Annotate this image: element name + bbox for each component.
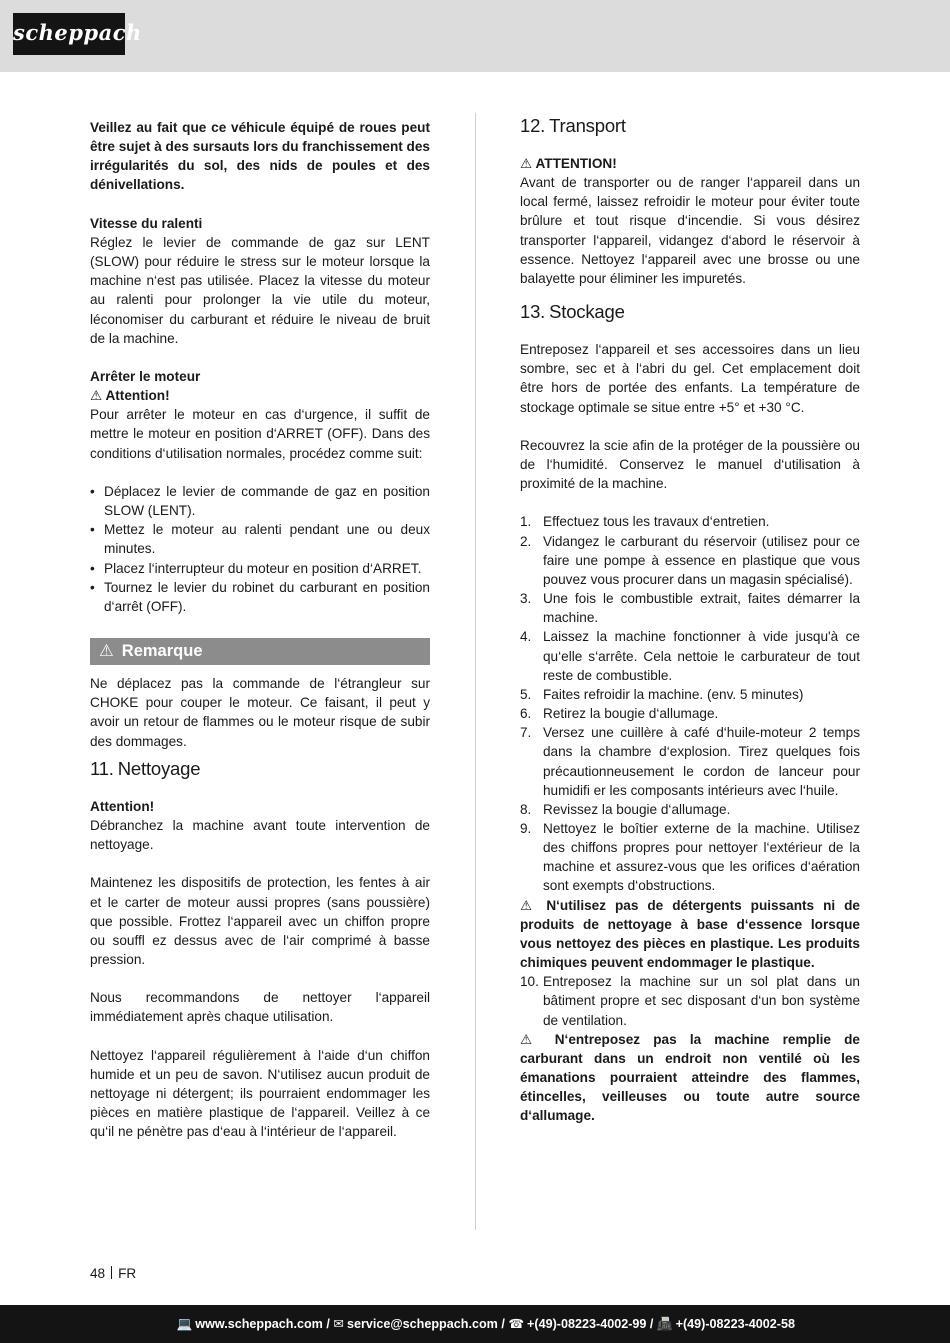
warning-icon: ⚠ (99, 642, 114, 661)
list-item: 1. Effectuez tous les travaux d‘entretien. (520, 514, 770, 530)
cleaning-paragraph-1: Débranchez la machine avant toute intervention de nettoyage. (90, 817, 430, 853)
cleaning-paragraph-2: Maintenez les dispositifs de protection, les fentes à air et le carter de moteur aussi propres (sans poussière) que possible. Frottez l‘appareil avec un chiffon propre ou souffl ez dessus avec de l‘air comprimé à basse pression. (90, 875, 430, 968)
remark-banner (90, 638, 430, 665)
mail-icon: ✉ (333, 1317, 344, 1331)
list-item: 7. Versez une cuillère à café d‘huile-moteur 2 temps dans la chambre d‘explosion. Tirez quelques fois précautionneusement le cordon de lanceur pour humidifi er les composants intérieurs avec l‘huile. (520, 725, 860, 798)
storage-steps (520, 512, 860, 895)
wheel-warning-paragraph: Veillez au fait que ce véhicule équipé de roues peut être sujet à des sursauts lors du franchissement des irrégularités du sol, des nids de poules et des dénivellations. (90, 120, 430, 193)
computer-icon: 💻 (176, 1317, 193, 1331)
idle-speed-paragraph: Réglez le levier de commande de gaz sur LENT (SLOW) pour réduire le stress sur le moteur lorsque la machine n‘est pas utilisée. Placez la vitesse du moteur au ralenti pour prolonger la vie utile du moteur, léconomiser du carburant et réduire le niveau de bruit de la machine. (90, 234, 430, 346)
brand-logo: scheppach (13, 13, 125, 55)
section-title-storage: 13. Stockage (520, 301, 625, 323)
list-item: 10. Entreposez la machine sur un sol plat dans un bâtiment propre et sec disposant d‘un bon système de ventilation. (520, 974, 860, 1028)
list-item: • Mettez le moteur au ralenti pendant une ou deux minutes. (90, 520, 430, 558)
list-item: • Déplacez le levier de commande de gaz en position SLOW (LENT). (90, 482, 430, 520)
phone-icon: ☎ (508, 1317, 525, 1331)
list-item: • Tournez le levier du robinet du carburant en position d‘arrêt (OFF). (90, 578, 430, 616)
list-item: 8. Revissez la bougie d‘allumage. (520, 801, 731, 817)
stop-engine-paragraph: Pour arrêter le moteur en cas d‘urgence, il suffit de mettre le moteur en position d‘ARRET (OFF). Dans des conditions d‘utilisation normales, procédez comme suit: (90, 407, 430, 461)
storage-paragraph-1: Entreposez l‘appareil et ses accessoires dans un lieu sombre, sec et à l‘abri du gel. Cet emplacement doit être hors de portée des enfants. La température de stockage optimale se situe entre +5° et +30 °C. (520, 342, 860, 415)
cleaning-paragraph-4: Nettoyez l‘appareil régulièrement à l‘aide d‘un chiffon humide et un peu de savon. N‘utilisez aucun produit de nettoyage ni détergent; ils pourraient endommager les pièces en matière plastique de l‘appareil. Veillez à ce qu‘il ne pénètre pas d‘eau à l‘intérieur de l‘appareil. (90, 1047, 430, 1140)
fuel-storage-warning: ⚠ N‘entreposez pas la machine remplie de carburant dans un endroit non ventilé où les émanations pourraient atteindre des flammes, étincelles, veilleuses ou toute autre source d‘allumage. (520, 1031, 860, 1124)
plastic-cleaning-warning: ⚠ N‘utilisez pas de détergents puissants ni de produits de nettoyage à base d‘essence lorsque vous nettoyez des pièces en plastique. Les produits chimiques peuvent endommager le plastique. (520, 897, 860, 971)
website-link[interactable]: www.scheppach.com (195, 1317, 323, 1331)
language-code: FR (118, 1266, 137, 1281)
idle-speed-heading: Vitesse du ralenti (90, 215, 203, 231)
page-header (0, 0, 950, 72)
email-link[interactable]: service@scheppach.com (346, 1317, 498, 1331)
contact-bar: 💻 www.scheppach.com / ✉ service@scheppach.com / ☎ +(49)-08223-4002-99 / 📠 +(49)-08223-4002-58 (0, 1305, 950, 1343)
list-item: 2. Vidangez le carburant du réservoir (utilisez pour ce faire une pompe à essence en plastique que vous pouvez vous procurer dans un magasin spécialisé). (520, 533, 860, 587)
list-item: 6. Retirez la bougie d‘allumage. (520, 706, 719, 722)
page-number: 48 FR (90, 1266, 137, 1281)
stop-engine-warning: ⚠ Attention! (90, 388, 170, 404)
cleaning-warning: Attention! (90, 798, 155, 814)
list-item: • Placez l‘interrupteur du moteur en position d‘ARRET. (90, 559, 430, 578)
list-item: 9. Nettoyez le boîtier externe de la machine. Utilisez des chiffons propres pour nettoyer l‘extérieur de la machine et assurez-vous que les orifices d‘aération sont exempts d‘obstructions. (520, 820, 860, 894)
list-item: 4. Laissez la machine fonctionner à vide jusqu'à ce qu‘elle s‘arrête. Cela nettoie le carburateur de tout reste de combustible. (520, 629, 860, 683)
section-title-transport: 12. Transport (520, 115, 626, 136)
remark-title: Remarque (121, 642, 203, 661)
cleaning-paragraph-3: Nous recommandons de nettoyer l‘appareil immédiatement après chaque utilisation. (90, 990, 430, 1025)
remark-paragraph: Ne déplacez pas la commande de l‘étrangleur sur CHOKE pour couper le moteur. Ce faisant, il peut y avoir un retour de flammes ou le moteur risque de subir des dommages. (90, 676, 430, 749)
column-divider (475, 113, 476, 1230)
storage-steps-continued (520, 972, 860, 1029)
fax-icon: 📠 (656, 1317, 673, 1331)
list-item: 3. Une fois le combustible extrait, faites démarrer la machine. (520, 591, 860, 626)
phone-number: +(49)-08223-4002-99 (527, 1317, 647, 1331)
stop-engine-heading: Arrêter le moteur (90, 369, 201, 384)
section-title-cleaning: 11. Nettoyage (90, 757, 201, 779)
transport-paragraph: Avant de transporter ou de ranger l‘appareil dans un local fermé, laissez refroidir le moteur pour éviter toute brûlure et tout risque d‘incendie. Si vous désirez transporter l‘appareil, vidangez d‘abord le réservoir à essence. Nettoyez l‘appareil avec une brosse ou une balayette pour éliminer les impuretés. (520, 175, 860, 286)
left-column (90, 118, 430, 1142)
transport-warning: ⚠ ATTENTION! (520, 156, 617, 171)
right-column (520, 112, 860, 1125)
list-item: 5. Faites refroidir la machine. (env. 5 minutes) (520, 686, 804, 702)
stop-engine-steps (90, 482, 430, 616)
storage-paragraph-2: Recouvrez la scie afin de la protéger de la poussière ou de l‘humidité. Conservez le manuel d‘utilisation à proximité de la machine. (520, 437, 860, 492)
fax-number: +(49)-08223-4002-58 (675, 1317, 795, 1331)
